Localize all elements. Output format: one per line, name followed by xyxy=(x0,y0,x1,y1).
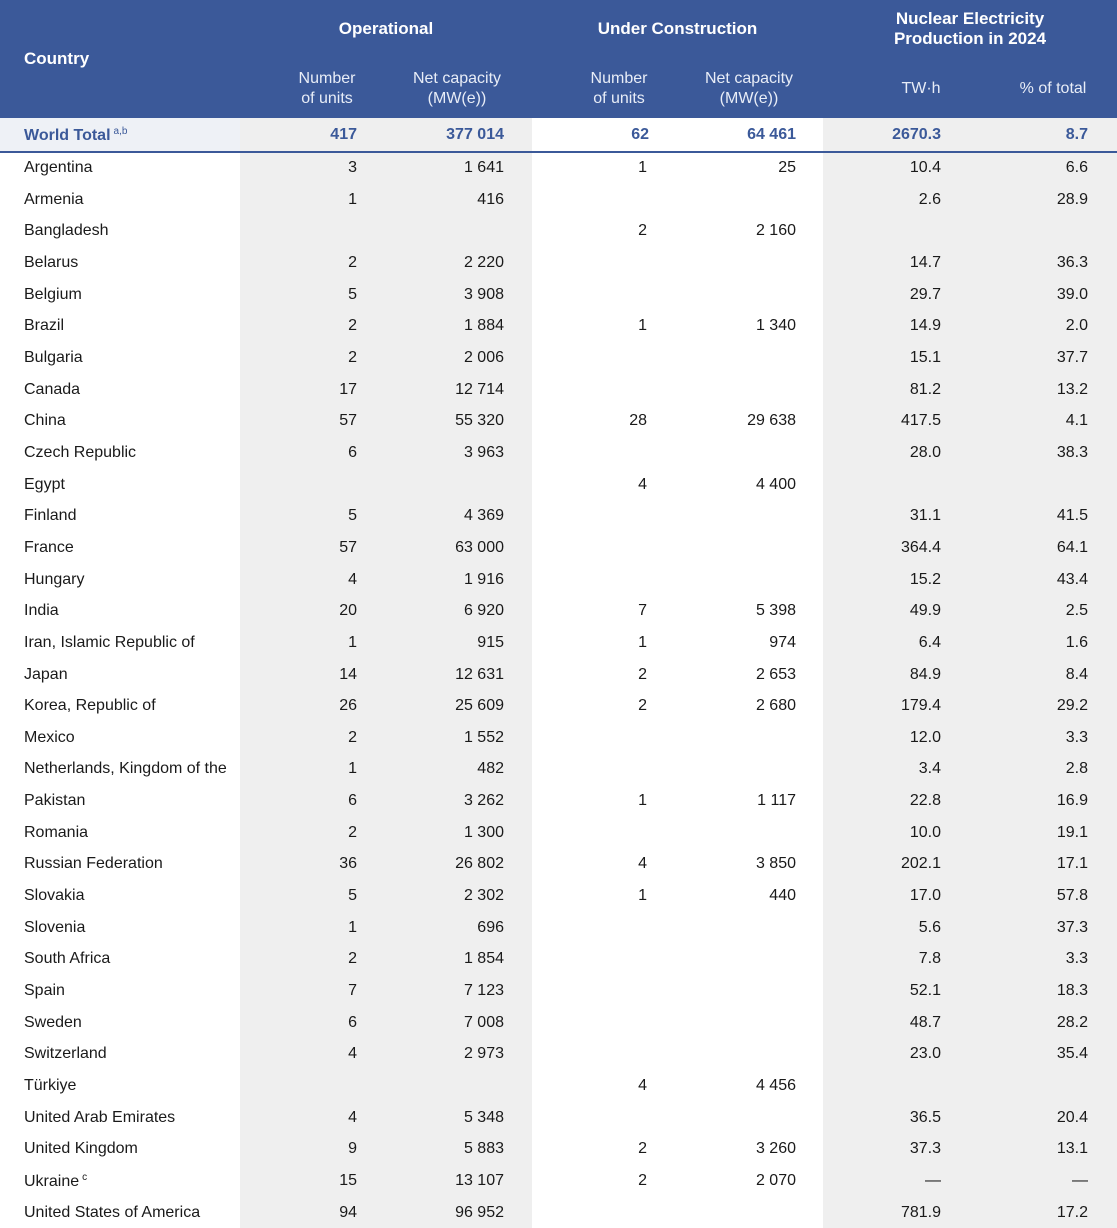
twh-cell: 49.9 xyxy=(909,602,941,620)
uc-units-cell: 1 xyxy=(638,633,647,651)
country-name: Spain xyxy=(24,982,65,1000)
country-cell xyxy=(24,824,88,842)
uc-capacity-cell: 3 260 xyxy=(755,1140,796,1158)
table-row xyxy=(0,627,1117,659)
pct-cell: 37.7 xyxy=(1056,348,1088,366)
op-capacity-cell: 1 641 xyxy=(463,159,504,176)
twh-cell: 31.1 xyxy=(909,507,941,525)
op-capacity-header xyxy=(395,69,519,109)
country-cell xyxy=(24,982,65,1000)
pct-cell: 1.6 xyxy=(1065,633,1088,651)
twh-cell: 10.4 xyxy=(909,159,941,176)
uc-capacity-cell: 3 850 xyxy=(755,855,796,873)
op-capacity-cell: 96 952 xyxy=(455,1203,504,1221)
country-footnote: c xyxy=(82,1172,88,1183)
country-name: Mexico xyxy=(24,728,75,746)
pct-cell: 37.3 xyxy=(1056,918,1088,936)
uc-capacity-cell: 1 117 xyxy=(757,792,796,810)
op-units-cell: 2 xyxy=(348,317,357,335)
twh-cell: 2.6 xyxy=(918,190,941,208)
country-cell xyxy=(24,317,64,335)
uc-units-cell: 1 xyxy=(638,792,647,810)
op-units-cell: 1 xyxy=(348,190,357,208)
twh-cell: 17.0 xyxy=(909,887,941,905)
country-header: Country xyxy=(24,49,90,68)
op-capacity-cell: 2 006 xyxy=(463,348,504,366)
world-total-label xyxy=(24,126,127,145)
country-name: Russian Federation xyxy=(24,855,163,873)
op-capacity-cell: 1 300 xyxy=(463,823,504,841)
country-name: Hungary xyxy=(24,570,85,588)
twh-cell: 15.2 xyxy=(909,570,941,588)
uc-capacity-header-line1: Net capacity xyxy=(704,70,794,87)
table-row xyxy=(0,532,1117,564)
country-cell xyxy=(24,634,195,652)
table-row xyxy=(0,1197,1117,1228)
country-cell xyxy=(24,697,156,715)
pct-cell: 38.3 xyxy=(1056,443,1088,461)
op-units-cell: 7 xyxy=(348,982,357,1000)
uc-capacity-cell: 2 070 xyxy=(755,1172,796,1189)
pct-cell: 35.4 xyxy=(1056,1045,1088,1063)
op-capacity-cell: 4 369 xyxy=(463,507,504,525)
country-cell xyxy=(24,1045,107,1063)
country-name: Switzerland xyxy=(24,1045,107,1063)
op-capacity-cell: 13 107 xyxy=(455,1172,504,1189)
world-total-footnote: a,b xyxy=(113,126,128,137)
table-row xyxy=(0,1038,1117,1070)
pct-cell: 36.3 xyxy=(1056,253,1088,271)
twh-cell: 10.0 xyxy=(909,823,941,841)
table-row xyxy=(0,279,1117,311)
twh-cell: 14.7 xyxy=(909,253,941,271)
uc-units-cell: 28 xyxy=(629,412,647,430)
pct-cell: 2.8 xyxy=(1065,760,1088,778)
table-row xyxy=(0,595,1117,627)
op-capacity-cell: 55 320 xyxy=(455,412,504,430)
uc-units-cell: 1 xyxy=(638,887,647,905)
pct-cell: 20.4 xyxy=(1056,1108,1088,1126)
country-name: United Arab Emirates xyxy=(24,1108,176,1126)
op-units-header-line2: of units xyxy=(301,90,353,107)
uc-capacity-cell: 5 398 xyxy=(755,602,796,620)
pct-cell: 13.1 xyxy=(1056,1140,1088,1158)
uc-capacity-cell: 29 638 xyxy=(747,412,796,430)
pct-cell: 2.5 xyxy=(1065,602,1088,620)
table-row xyxy=(0,722,1117,754)
twh-cell: 52.1 xyxy=(909,982,941,1000)
production-header-line2: Production in 2024 xyxy=(893,29,1047,48)
world-twh: 2670.3 xyxy=(892,126,941,143)
table-row xyxy=(0,659,1117,691)
twh-cell: 14.9 xyxy=(909,317,941,335)
country-cell xyxy=(24,444,136,462)
table-row xyxy=(0,310,1117,342)
country-cell xyxy=(24,855,163,873)
table-row xyxy=(0,437,1117,469)
op-units-cell: 2 xyxy=(348,823,357,841)
twh-cell: 23.0 xyxy=(909,1045,941,1063)
table-row xyxy=(0,152,1117,184)
table-row xyxy=(0,184,1117,216)
op-units-cell: 6 xyxy=(348,1013,357,1031)
country-name: Slovenia xyxy=(24,918,86,936)
country-name: Belgium xyxy=(24,285,82,303)
country-name: China xyxy=(24,412,66,430)
op-capacity-cell: 25 609 xyxy=(455,697,504,715)
uc-units-cell: 2 xyxy=(638,665,647,683)
country-cell xyxy=(24,1172,87,1191)
country-cell xyxy=(24,412,66,430)
country-name: France xyxy=(24,538,74,556)
country-name: Bangladesh xyxy=(24,222,109,240)
country-cell xyxy=(24,1014,82,1032)
pct-cell: 2.0 xyxy=(1065,317,1088,335)
op-units-cell: 15 xyxy=(339,1172,357,1189)
table-row xyxy=(0,817,1117,849)
table-row xyxy=(0,1007,1117,1039)
op-units-cell: 94 xyxy=(339,1203,357,1221)
twh-cell: 36.5 xyxy=(909,1108,941,1126)
op-units-cell: 4 xyxy=(348,1108,357,1126)
country-name: United Kingdom xyxy=(24,1140,138,1158)
country-name: United States of America xyxy=(24,1203,201,1221)
uc-capacity-cell: 25 xyxy=(778,159,796,176)
op-capacity-cell: 7 008 xyxy=(463,1013,504,1031)
country-name: Finland xyxy=(24,507,77,525)
table-row xyxy=(0,753,1117,785)
country-cell xyxy=(24,222,109,240)
country-cell xyxy=(24,349,83,367)
table-row xyxy=(0,405,1117,437)
pct-cell: 8.4 xyxy=(1065,665,1088,683)
table-row xyxy=(0,564,1117,596)
op-units-cell: 1 xyxy=(348,760,357,778)
country-cell xyxy=(24,602,59,620)
op-units-cell: 1 xyxy=(348,633,357,651)
twh-cell: 48.7 xyxy=(909,1013,941,1031)
uc-units-header xyxy=(562,69,676,109)
pct-cell: 57.8 xyxy=(1056,887,1088,905)
world-uc-units: 62 xyxy=(631,126,649,143)
table-row xyxy=(0,469,1117,501)
pct-cell: 39.0 xyxy=(1056,285,1088,303)
op-capacity-cell: 2 302 xyxy=(463,887,504,905)
country-name: Netherlands, Kingdom of the xyxy=(24,760,227,778)
country-name: Romania xyxy=(24,823,89,841)
country-cell xyxy=(24,191,84,209)
pct-cell: 64.1 xyxy=(1056,538,1088,556)
uc-capacity-header-line2: (MW(e)) xyxy=(719,90,779,107)
uc-capacity-cell: 1 340 xyxy=(755,317,796,335)
country-cell xyxy=(24,1077,76,1095)
world-uc-capacity: 64 461 xyxy=(747,126,796,143)
op-units-cell: 9 xyxy=(348,1140,357,1158)
table-row xyxy=(0,690,1117,722)
pct-cell: 28.2 xyxy=(1056,1013,1088,1031)
op-capacity-header-line2: (MW(e)) xyxy=(427,90,487,107)
op-capacity-cell: 696 xyxy=(477,918,504,936)
uc-capacity-cell: 974 xyxy=(769,633,796,651)
op-units-cell: 57 xyxy=(339,412,357,430)
twh-cell: 84.9 xyxy=(909,665,941,683)
country-name: Korea, Republic of xyxy=(24,697,156,715)
uc-units-cell: 7 xyxy=(638,602,647,620)
op-capacity-cell: 1 916 xyxy=(463,570,504,588)
country-cell xyxy=(24,571,84,589)
country-cell xyxy=(24,1109,175,1127)
pct-cell: 3.3 xyxy=(1065,728,1088,746)
pct-cell: 13.2 xyxy=(1056,380,1088,398)
op-capacity-cell: 63 000 xyxy=(455,538,504,556)
op-units-cell: 5 xyxy=(348,887,357,905)
twh-cell: — xyxy=(925,1172,941,1189)
pct-cell: — xyxy=(1072,1172,1088,1189)
pct-cell: 29.2 xyxy=(1056,697,1088,715)
twh-cell: 81.2 xyxy=(909,380,941,398)
op-capacity-cell: 482 xyxy=(477,760,504,778)
pct-cell: 43.4 xyxy=(1056,570,1088,588)
uc-units-cell: 4 xyxy=(638,855,647,873)
op-units-cell: 1 xyxy=(348,918,357,936)
twh-cell: 202.1 xyxy=(900,855,941,873)
uc-units-header-line1: Number xyxy=(590,70,648,87)
world-op-units: 417 xyxy=(330,126,357,143)
twh-cell: 781.9 xyxy=(900,1203,941,1221)
country-name: Brazil xyxy=(24,317,65,335)
uc-units-cell: 4 xyxy=(638,475,647,493)
op-units-cell: 17 xyxy=(339,380,357,398)
uc-capacity-cell: 4 400 xyxy=(755,475,796,493)
production-header-line1: Nuclear Electricity xyxy=(895,9,1045,28)
table-row xyxy=(0,374,1117,406)
op-capacity-cell: 2 973 xyxy=(463,1045,504,1063)
world-pct: 8.7 xyxy=(1065,126,1088,143)
pct-cell: 3.3 xyxy=(1065,950,1088,968)
twh-cell: 15.1 xyxy=(909,348,941,366)
table-row xyxy=(0,1070,1117,1102)
uc-units-cell: 1 xyxy=(638,317,647,335)
twh-cell: 7.8 xyxy=(918,950,941,968)
uc-capacity-cell: 2 680 xyxy=(755,697,796,715)
pct-cell: 4.1 xyxy=(1065,412,1088,430)
uc-units-cell: 2 xyxy=(638,222,647,240)
uc-units-cell: 1 xyxy=(638,159,647,176)
pct-cell: 41.5 xyxy=(1056,507,1088,525)
country-name: Czech Republic xyxy=(24,443,137,461)
pct-cell: 16.9 xyxy=(1056,792,1088,810)
country-cell xyxy=(24,887,84,905)
twh-header: TW·h xyxy=(901,80,941,97)
op-units-cell: 20 xyxy=(339,602,357,620)
op-units-header-line1: Number xyxy=(298,70,356,87)
op-units-cell: 2 xyxy=(348,728,357,746)
uc-capacity-header xyxy=(687,69,811,109)
table-row xyxy=(0,342,1117,374)
twh-cell: 3.4 xyxy=(918,760,941,778)
uc-units-cell: 4 xyxy=(638,1077,647,1095)
uc-capacity-cell: 2 160 xyxy=(755,222,796,240)
table-row xyxy=(0,215,1117,247)
twh-cell: 22.8 xyxy=(909,792,941,810)
operational-header: Operational xyxy=(338,19,434,38)
op-units-cell: 6 xyxy=(348,443,357,461)
op-units-cell: 2 xyxy=(348,950,357,968)
pct-header: % of total xyxy=(1019,80,1087,97)
country-cell xyxy=(24,381,80,399)
op-capacity-cell: 3 908 xyxy=(463,285,504,303)
country-name: India xyxy=(24,602,59,620)
pct-cell: 17.1 xyxy=(1056,855,1088,873)
world-op-capacity: 377 014 xyxy=(446,126,504,143)
op-units-cell: 2 xyxy=(348,348,357,366)
table-row xyxy=(0,912,1117,944)
op-capacity-cell: 6 920 xyxy=(463,602,504,620)
twh-cell: 28.0 xyxy=(909,443,941,461)
op-capacity-cell: 26 802 xyxy=(455,855,504,873)
uc-units-header-line2: of units xyxy=(593,90,645,107)
country-cell xyxy=(24,729,75,747)
op-capacity-header-line1: Net capacity xyxy=(412,70,502,87)
country-rows xyxy=(0,152,1117,1228)
op-capacity-cell: 2 220 xyxy=(463,253,504,271)
world-total-row xyxy=(0,118,1117,152)
table-row xyxy=(0,848,1117,880)
country-cell xyxy=(24,159,93,177)
country-cell xyxy=(24,254,78,272)
twh-cell: 179.4 xyxy=(900,697,941,715)
op-units-cell: 4 xyxy=(348,570,357,588)
country-name: Türkiye xyxy=(24,1077,77,1095)
country-name: Iran, Islamic Republic of xyxy=(24,633,195,651)
op-units-cell: 57 xyxy=(339,538,357,556)
op-units-cell: 3 xyxy=(348,159,357,176)
country-cell xyxy=(24,1204,200,1222)
op-units-cell: 14 xyxy=(339,665,357,683)
table-row xyxy=(0,943,1117,975)
pct-cell: 17.2 xyxy=(1056,1203,1088,1221)
country-name: South Africa xyxy=(24,950,111,968)
country-name: Slovakia xyxy=(24,887,85,905)
country-name: Canada xyxy=(24,380,81,398)
op-capacity-cell: 5 883 xyxy=(463,1140,504,1158)
country-cell xyxy=(24,286,82,304)
country-cell xyxy=(24,919,85,937)
uc-capacity-cell: 2 653 xyxy=(755,665,796,683)
table-header xyxy=(0,0,1117,118)
country-name: Bulgaria xyxy=(24,348,83,366)
country-name: Pakistan xyxy=(24,792,86,810)
twh-cell: 417.5 xyxy=(900,412,941,430)
country-cell xyxy=(24,539,74,557)
op-capacity-cell: 1 552 xyxy=(463,728,504,746)
op-capacity-cell: 12 631 xyxy=(455,665,504,683)
twh-cell: 364.4 xyxy=(900,538,941,556)
op-units-cell: 2 xyxy=(348,253,357,271)
twh-cell: 29.7 xyxy=(909,285,941,303)
country-name: Japan xyxy=(24,665,68,683)
op-capacity-cell: 416 xyxy=(477,190,504,208)
table-row xyxy=(0,1133,1117,1165)
op-capacity-cell: 1 854 xyxy=(463,950,504,968)
table-row xyxy=(0,1102,1117,1134)
op-units-cell: 6 xyxy=(348,792,357,810)
table-row xyxy=(0,975,1117,1007)
twh-cell: 12.0 xyxy=(909,728,941,746)
op-capacity-cell: 1 884 xyxy=(463,317,504,335)
world-total-text: World Total xyxy=(24,127,111,144)
table-row xyxy=(0,880,1117,912)
op-capacity-cell: 915 xyxy=(477,633,504,651)
country-cell xyxy=(24,507,76,525)
pct-cell: 18.3 xyxy=(1056,982,1088,1000)
pct-cell: 19.1 xyxy=(1056,823,1088,841)
country-cell xyxy=(24,792,85,810)
op-capacity-cell: 5 348 xyxy=(463,1108,504,1126)
country-name: Argentina xyxy=(24,159,93,176)
twh-cell: 37.3 xyxy=(909,1140,941,1158)
country-cell xyxy=(24,760,227,778)
op-units-cell: 5 xyxy=(348,285,357,303)
uc-units-cell: 2 xyxy=(638,697,647,715)
op-units-cell: 26 xyxy=(339,697,357,715)
country-name: Armenia xyxy=(24,190,84,208)
country-cell xyxy=(24,666,68,684)
op-capacity-cell: 7 123 xyxy=(463,982,504,1000)
country-cell xyxy=(24,1140,138,1158)
table-row xyxy=(0,500,1117,532)
table-row xyxy=(0,1165,1117,1197)
under-construction-header: Under Construction xyxy=(597,19,758,38)
country-name: Ukraine xyxy=(24,1173,80,1190)
country-name: Egypt xyxy=(24,475,65,493)
twh-cell: 5.6 xyxy=(918,918,941,936)
uc-units-cell: 2 xyxy=(638,1172,647,1189)
country-cell xyxy=(24,476,65,494)
op-units-cell: 4 xyxy=(348,1045,357,1063)
country-name: Sweden xyxy=(24,1013,82,1031)
table-row xyxy=(0,247,1117,279)
op-capacity-cell: 12 714 xyxy=(455,380,504,398)
op-units-header xyxy=(270,69,384,109)
country-cell xyxy=(24,950,110,968)
uc-units-cell: 2 xyxy=(638,1140,647,1158)
op-capacity-cell: 3 262 xyxy=(463,792,504,810)
op-units-cell: 5 xyxy=(348,507,357,525)
uc-capacity-cell: 4 456 xyxy=(755,1077,796,1095)
op-units-cell: 36 xyxy=(339,855,357,873)
country-name: Belarus xyxy=(24,253,79,271)
table-row xyxy=(0,785,1117,817)
twh-cell: 6.4 xyxy=(918,633,941,651)
pct-cell: 28.9 xyxy=(1056,190,1088,208)
uc-capacity-cell: 440 xyxy=(769,887,796,905)
op-capacity-cell: 3 963 xyxy=(463,443,504,461)
pct-cell: 6.6 xyxy=(1065,159,1088,176)
